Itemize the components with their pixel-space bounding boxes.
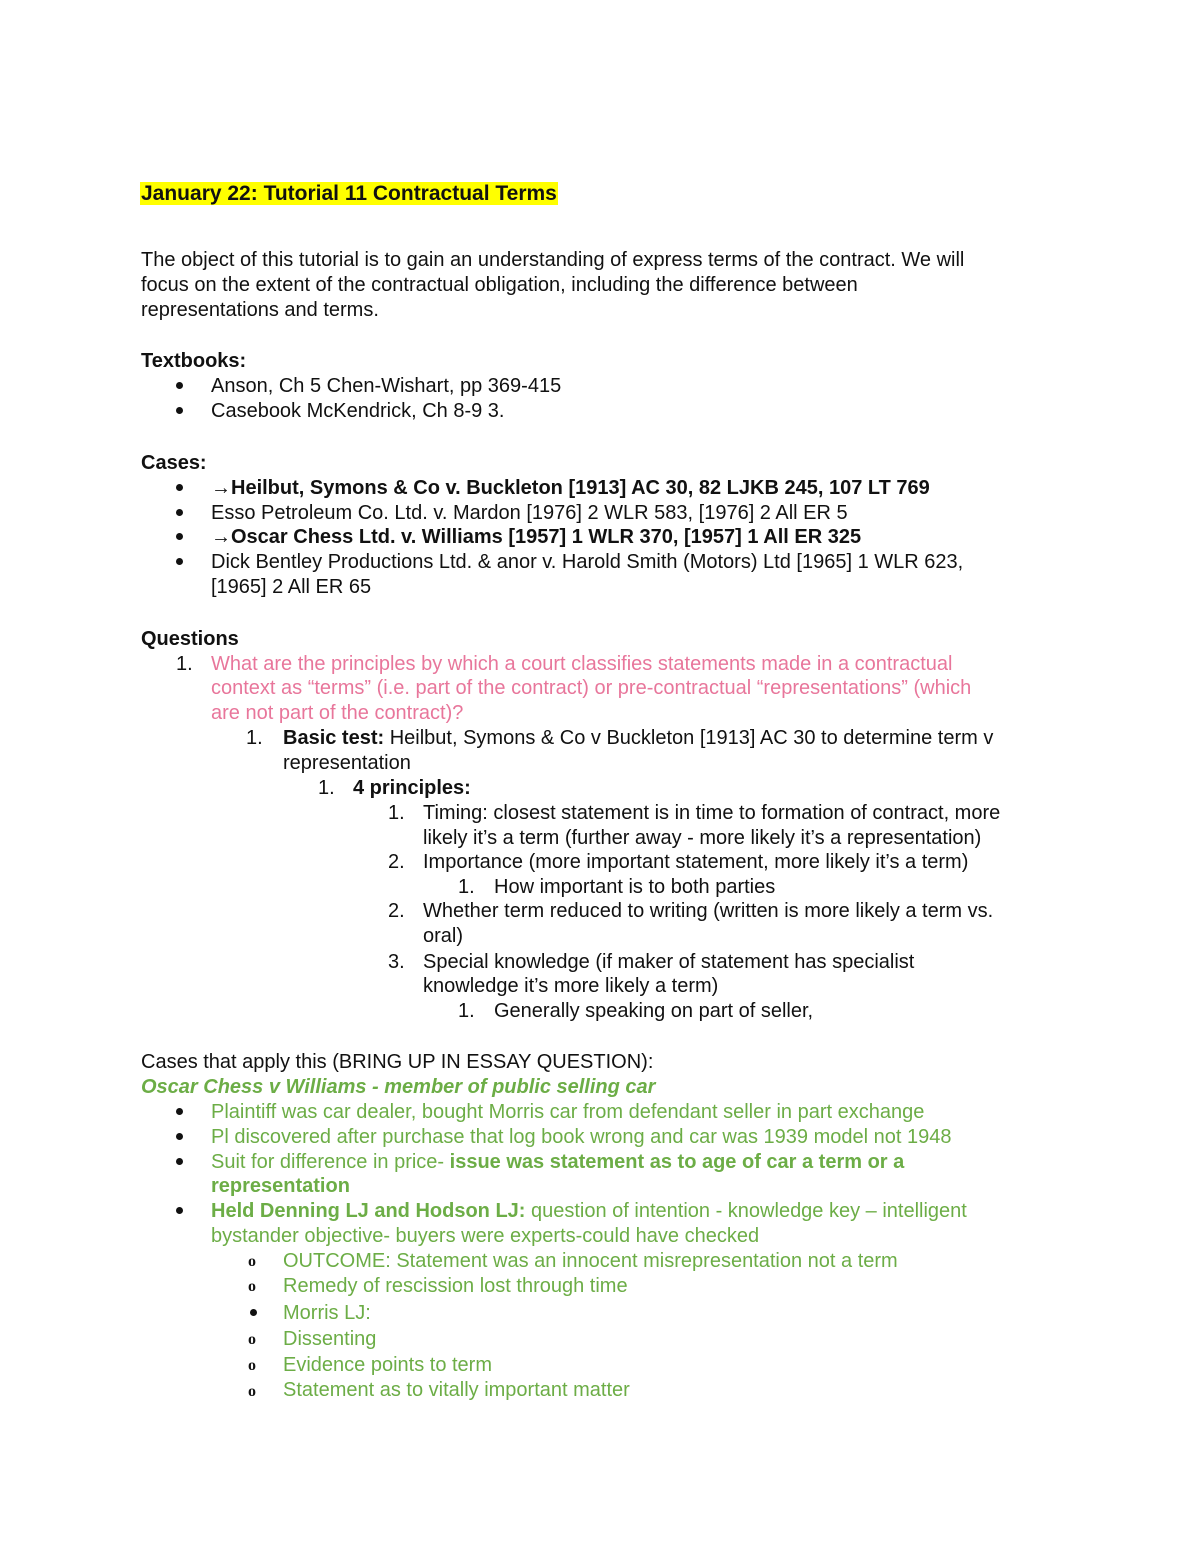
case-item: →Oscar Chess Ltd. v. Williams [1957] 1 WLR 370, [1957] 1 All ER 325 (211, 526, 862, 548)
circle-bullet-icon: o (248, 1383, 256, 1400)
principle-line: Special knowledge (if maker of statement has specialist (423, 951, 915, 973)
principle-line: Timing: closest statement is in time to formation of contract, more (423, 802, 1001, 824)
bullet-icon (176, 558, 183, 565)
principle-number: 3. (388, 951, 405, 973)
basic-test-text: Heilbut, Symons & Co v Buckleton [1913] AC 30 to determine term v (384, 727, 994, 749)
principles-number: 1. (318, 777, 335, 799)
principle-line: Importance (more important statement, more likely it’s a term) (423, 851, 969, 873)
sub-principle-number: 1. (458, 876, 475, 898)
principle-line: Whether term reduced to writing (written is more likely a term vs. (423, 900, 994, 922)
sub-principle-line: How important is to both parties (494, 876, 776, 898)
apply-intro: Cases that apply this (BRING UP IN ESSAY QUESTION): (141, 1051, 654, 1073)
bullet-icon (176, 1108, 183, 1115)
case-bullet (211, 1199, 967, 1223)
bullet-icon (250, 1309, 257, 1316)
bullet-icon (176, 533, 183, 540)
bullet-icon (176, 1133, 183, 1140)
principle-line: likely it’s a term (further away - more likely it’s a representation) (423, 827, 982, 849)
principle-number: 1. (388, 802, 405, 824)
case-bullet-text: Suit for difference in price- (211, 1151, 450, 1173)
sub-bullet: Dissenting (283, 1328, 377, 1350)
intro-line-3: representations and terms. (141, 299, 379, 321)
bullet-icon (176, 382, 183, 389)
cases-heading: Cases: (141, 452, 207, 474)
sub-bullet: Evidence points to term (283, 1354, 492, 1376)
case-bullet-bold: Held Denning LJ and Hodson LJ: (211, 1200, 526, 1222)
sub-bullet: Morris LJ: (283, 1302, 371, 1324)
sub-principle-line: Generally speaking on part of seller, (494, 1000, 814, 1022)
principle-line: knowledge it’s more likely a term) (423, 975, 719, 997)
case-item: Esso Petroleum Co. Ltd. v. Mardon [1976] 2 WLR 583, [1976] 2 All ER 5 (211, 502, 848, 524)
bullet-icon (176, 1158, 183, 1165)
circle-bullet-icon: o (248, 1278, 256, 1295)
basic-test-number: 1. (246, 727, 263, 749)
question-line: context as “terms” (i.e. part of the contract) or pre-contractual “representations” (which (211, 677, 972, 699)
question-line: What are the principles by which a court classifies statements made in a contractual (211, 653, 953, 675)
textbooks-heading: Textbooks: (141, 350, 247, 372)
case-bullet-bold: issue was statement as to age of car a term or a (449, 1151, 905, 1173)
questions-heading: Questions (141, 628, 239, 650)
basic-test-line (283, 726, 993, 750)
title-highlight: January 22: Tutorial 11 Contractual Terms (141, 182, 557, 205)
basic-test-label: Basic test: (283, 727, 385, 749)
bullet-icon (176, 407, 183, 414)
case-heading: Oscar Chess v Williams - member of public selling car (141, 1076, 656, 1098)
case-bullet-continued: bystander objective- buyers were experts-could have checked (211, 1225, 760, 1247)
sub-principle-number: 1. (458, 1000, 475, 1022)
intro-line-1: The object of this tutorial is to gain an understanding of express terms of the contract. We will (141, 249, 965, 271)
case-bullet: Plaintiff was car dealer, bought Morris car from defendant seller in part exchange (211, 1101, 925, 1123)
case-item: Dick Bentley Productions Ltd. & anor v. Harold Smith (Motors) Ltd [1965] 1 WLR 623, (211, 551, 964, 573)
case-item: →Heilbut, Symons & Co v. Buckleton [1913] AC 30, 82 LJKB 245, 107 LT 769 (211, 477, 930, 499)
case-bullet: Pl discovered after purchase that log book wrong and car was 1939 model not 1948 (211, 1126, 952, 1148)
textbook-item: Anson, Ch 5 Chen-Wishart, pp 369-415 (211, 375, 562, 397)
sub-bullet: Remedy of rescission lost through time (283, 1275, 628, 1297)
question-line: are not part of the contract)? (211, 702, 464, 724)
sub-bullet: OUTCOME: Statement was an innocent misrepresentation not a term (283, 1250, 898, 1272)
principle-line: oral) (423, 925, 464, 947)
page-title (140, 182, 558, 206)
bullet-icon (176, 484, 183, 491)
intro-line-2: focus on the extent of the contractual obligation, including the difference between (141, 274, 858, 296)
circle-bullet-icon: o (248, 1331, 256, 1348)
basic-test-line-2: representation (283, 752, 411, 774)
circle-bullet-icon: o (248, 1253, 256, 1270)
sub-bullet: Statement as to vitally important matter (283, 1379, 630, 1401)
circle-bullet-icon: o (248, 1357, 256, 1374)
principle-number: 2. (388, 900, 405, 922)
question-number: 1. (176, 653, 193, 675)
case-bullet-continued: representation (211, 1175, 350, 1197)
case-item-continued: [1965] 2 All ER 65 (211, 576, 372, 598)
bullet-icon (176, 1207, 183, 1214)
principles-label: 4 principles: (353, 777, 471, 799)
case-bullet-text: question of intention - knowledge key – intelligent (525, 1200, 967, 1222)
case-bullet (211, 1150, 904, 1174)
bullet-icon (176, 509, 183, 516)
principle-number: 2. (388, 851, 405, 873)
textbook-item: Casebook McKendrick, Ch 8-9 3. (211, 400, 505, 422)
